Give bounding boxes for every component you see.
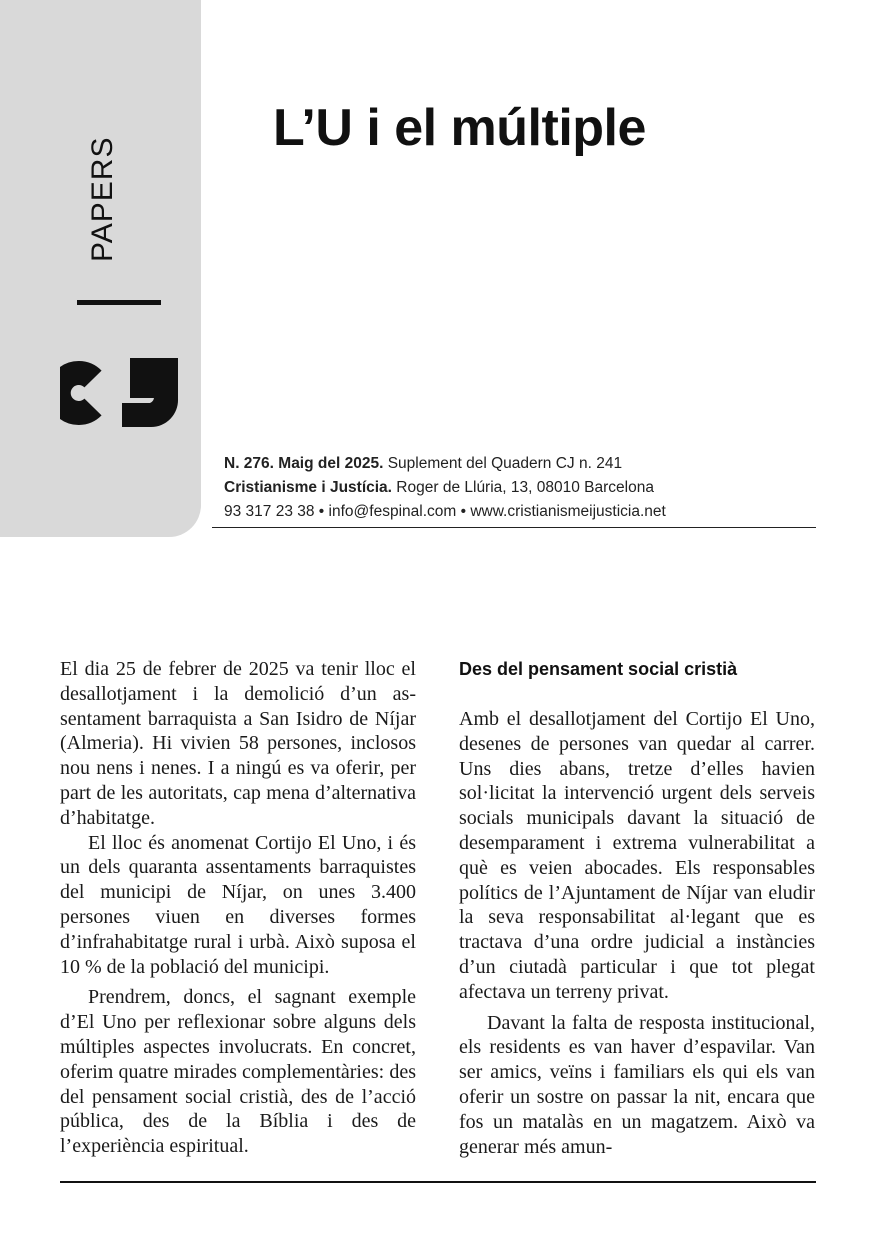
cj-logo: [60, 357, 180, 429]
masthead-info: [224, 452, 816, 524]
organization-name: Cristianisme i Justícia.: [224, 479, 392, 496]
document-title: L’U i el múltiple: [273, 99, 646, 157]
paragraph: El lloc és anomenat Cortijo El Uno, i és un dels quaranta assentaments barraquistes del municipi de Níjar, on unes 3.400 persones viuen en diverses formes d’infrahabitatge rural i urbà. Això suposa el 10 % de la població del municipi.: [60, 831, 416, 978]
paragraph: Amb el desallotjament del Cortijo El Uno, desenes de persones van quedar al carrer. Uns dies abans, tretze d’elles havien sol·licitat la intervenció urgent dels serveis socials municipals davant la situació de desemparament i extrema vulnerabilitat a què es veien abocades. Els responsables polítics de l’Ajuntament de Níjar van eludir la seva responsabilitat al·legant que es tractava d’una ordre judicial a instàncies d’un ciutadà particular i que tot plegat afectava un terreny privat.: [459, 708, 815, 1003]
sidebar-panel: [0, 0, 201, 537]
paragraph: Prendrem, doncs, el sagnant exemple d’El Uno per reflexionar sobre alguns dels múltiples aspectes involucrats. En concret, oferim quatre mirades complementàries: des del pensament social cristià, des de l’acció pública, des de la Bíblia i des de l’experiència espiritual.: [60, 986, 416, 1158]
right-text-column: [459, 658, 815, 1159]
contact-line: 93 317 23 38 • info@fespinal.com • www.cristianismeijusticia.net: [224, 503, 666, 520]
paragraph: Davant la falta de resposta institucional, els residents es van haver d’espavilar. Van ser amics, veïns i familiars els qui els van oferir un sostre on passar la nit, encara que fos un matalàs en un magatzem. Això va generar més amun-: [459, 1011, 815, 1158]
issue-line: [224, 452, 816, 476]
footer-divider: [60, 1181, 816, 1183]
masthead-divider: [212, 527, 816, 528]
organization-line: [224, 476, 816, 500]
left-text-column: [60, 657, 416, 1159]
issue-number: N. 276. Maig del 2025.: [224, 455, 384, 472]
issue-supplement: Suplement del Quadern CJ n. 241: [383, 455, 623, 472]
series-label: PAPERS: [86, 136, 119, 262]
section-heading: Des del pensament social cristià: [459, 659, 738, 679]
organization-address: Roger de Llúria, 13, 08010 Barcelona: [392, 479, 654, 496]
paragraph: El dia 25 de febrer de 2025 va tenir lloc el desallotjament i la demolició d’un assentament barraquista a San Isidro de Níjar (Almeria). Hi vivien 58 persones, inclosos nou nens i nenes. I a ningú es va oferir, per part de les autoritats, cap mena d’alternativa d’habitatge.: [60, 658, 416, 829]
sidebar-divider: [77, 300, 161, 305]
